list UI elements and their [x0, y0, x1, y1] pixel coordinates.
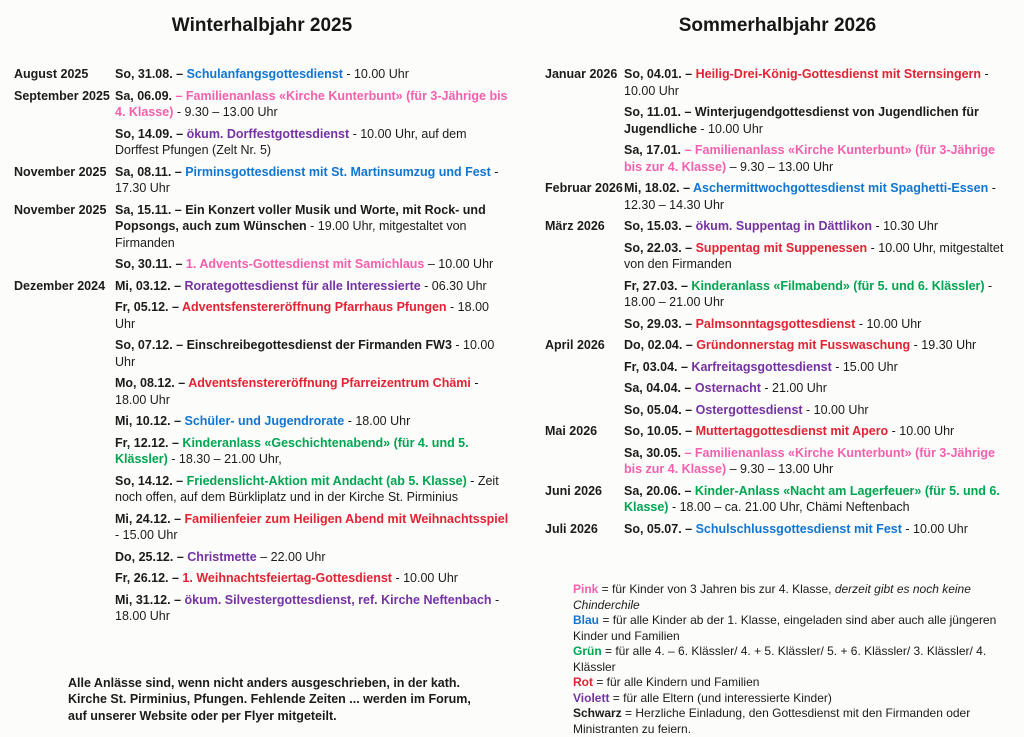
event-text — [624, 359, 1010, 376]
schedule-row — [14, 202, 510, 252]
winter-schedule — [14, 66, 510, 625]
event-details: - 10.00 Uhr — [696, 121, 763, 136]
winter-column — [14, 14, 510, 724]
event-details: - 10.00 Uhr — [624, 67, 989, 98]
event-date: So, 05.07. — [624, 521, 686, 536]
event-text — [115, 256, 510, 273]
event-date: So, 05.04. — [624, 402, 686, 417]
schedule-row — [14, 511, 510, 544]
event-details: - 18.00 Uhr — [344, 414, 411, 428]
event-separator: – — [685, 338, 697, 352]
event-name: Schulschlussgottesdienst mit Fest — [695, 521, 902, 536]
event-separator: – — [171, 435, 183, 450]
sommer-title: Sommerhalbjahr 2026 — [678, 15, 877, 36]
month-label: Dezember 2024 — [14, 278, 106, 293]
schedule-row — [14, 375, 510, 408]
event-separator: – — [174, 592, 185, 607]
event-date: So, 04.01. — [624, 67, 686, 81]
event-date: Sa, 08.11. — [115, 164, 175, 179]
event-date: So, 07.12. — [115, 338, 177, 352]
event-text — [624, 402, 1010, 419]
schedule-row — [545, 359, 1010, 376]
schedule-row — [545, 142, 1010, 175]
event-text — [115, 337, 510, 370]
event-date: Sa, 30.05. — [624, 445, 685, 460]
event-name: Osternacht — [694, 381, 761, 395]
event-date: So, 15.03. — [624, 219, 686, 233]
event-date: Mi, 18.02. — [624, 181, 684, 195]
event-name: Christmette — [187, 549, 257, 564]
event-separator: – — [680, 359, 692, 374]
month-label: Juli 2026 — [545, 521, 598, 536]
legend-color-label: Blau — [573, 613, 600, 627]
event-name: Karfreitagsgottesdienst — [691, 359, 832, 374]
schedule-row — [545, 445, 1010, 478]
month-label: September 2025 — [14, 88, 110, 103]
sommer-schedule — [545, 66, 1010, 537]
event-text — [624, 142, 1010, 175]
event-date: So, 14.09. — [115, 126, 177, 141]
event-details: – 22.00 Uhr — [256, 549, 326, 564]
event-separator: – — [683, 181, 694, 195]
schedule-row — [545, 66, 1010, 99]
color-legend — [573, 582, 1010, 737]
legend-color-label: Grün — [573, 644, 602, 658]
event-text — [115, 164, 510, 197]
event-separator: – — [684, 483, 695, 498]
event-date: Do, 02.04. — [624, 338, 686, 352]
schedule-row — [545, 423, 1010, 440]
event-date: Fr, 12.12. — [115, 435, 172, 450]
event-details: - 21.00 Uhr — [760, 381, 827, 395]
winter-title: Winterhalbjahr 2025 — [171, 15, 353, 36]
event-text — [115, 126, 510, 159]
schedule-row — [14, 164, 510, 197]
event-date: So, 11.01. — [624, 105, 685, 119]
event-name: Suppentag mit Suppenessen — [695, 240, 868, 255]
event-text — [115, 202, 510, 252]
event-details: - 18.00 Uhr — [115, 300, 489, 331]
event-name: Gründonnerstag mit Fusswaschung — [696, 338, 911, 352]
event-date: Mo, 08.12. — [115, 376, 179, 390]
schedule-row — [14, 570, 510, 587]
event-details: - 15.00 Uhr — [115, 528, 178, 542]
event-details: - 10.00 Uhr, mitgestaltet von den Firmanden — [624, 240, 1004, 271]
event-text — [115, 413, 510, 430]
event-separator: – — [174, 164, 186, 179]
event-details: - 12.30 – 14.30 Uhr — [624, 181, 996, 212]
legend-text: = für alle Eltern (und interessierte Kinder) — [609, 690, 832, 705]
legend-text: = Herzliche Einladung, den Gottesdienst mit den Firmanden oder Ministranten zu feiern. — [573, 706, 971, 736]
schedule-row — [545, 218, 1010, 235]
event-separator: – — [684, 143, 695, 157]
event-text — [624, 104, 1010, 137]
schedule-row — [14, 299, 510, 332]
event-date: So, 31.08. — [115, 67, 177, 81]
event-details: - 10.00 Uhr — [901, 521, 968, 536]
event-name: Muttertaggottesdienst mit Apero — [695, 424, 889, 438]
event-date: Fr, 03.04. — [624, 359, 681, 374]
legend-color-label: Rot — [573, 675, 593, 689]
event-name: Winterjugendgottesdienst von Jugendlichen für Jugendliche — [624, 105, 979, 136]
event-name: ökum. Suppentag in Dättlikon — [695, 219, 872, 233]
event-date: Fr, 26.12. — [115, 571, 172, 585]
schedule-row — [14, 256, 510, 273]
month-label: November 2025 — [14, 202, 107, 217]
event-details: - 18.00 – ca. 21.00 Uhr, Chämi Neftenbach — [668, 500, 910, 514]
event-text — [624, 445, 1010, 478]
event-date: Fr, 05.12. — [115, 300, 172, 314]
event-separator: – — [685, 424, 696, 438]
legend-italic-text: derzeit gibt es noch keine Chinderchile — [573, 582, 971, 612]
event-text — [115, 592, 510, 625]
month-label: Februar 2026 — [545, 181, 623, 195]
schedule-row — [14, 126, 510, 159]
schedule-row — [14, 88, 510, 121]
legend-item — [573, 582, 1010, 613]
event-name: ökum. Dorffestgottesdienst — [186, 126, 350, 141]
schedule-row — [545, 278, 1010, 311]
schedule-row — [14, 473, 510, 506]
event-separator: – — [685, 402, 696, 417]
event-name: Schüler- und Jugendrorate — [184, 414, 345, 428]
event-details: – 10.00 Uhr — [424, 257, 494, 271]
event-text — [624, 180, 1010, 213]
event-name: Adventsfenstereröffnung Pfarreizentrum Chämi — [188, 376, 471, 390]
schedule-row — [545, 483, 1010, 516]
schedule-row — [545, 521, 1010, 538]
month-label: Juni 2026 — [545, 483, 602, 498]
event-details: - 10.00 Uhr — [802, 402, 869, 417]
legend-color-label: Schwarz — [573, 706, 622, 720]
event-text — [624, 483, 1010, 516]
event-details: - 9.30 – 13.00 Uhr — [173, 105, 278, 119]
event-text — [624, 278, 1010, 311]
schedule-row — [545, 104, 1010, 137]
event-name: ökum. Silvestergottesdienst, ref. Kirche Neftenbach — [184, 592, 492, 607]
event-details: - 15.00 Uhr — [831, 359, 898, 374]
event-date: Sa, 17.01. — [624, 143, 685, 157]
event-name: Aschermittwochgottesdienst mit Spaghetti-Essen — [693, 181, 989, 195]
legend-item — [573, 613, 1010, 644]
event-details: - 10.30 Uhr — [872, 219, 939, 233]
event-details: - 18.30 – 21.00 Uhr, — [167, 452, 282, 466]
event-text — [115, 435, 510, 468]
event-date: So, 10.05. — [624, 424, 686, 438]
footer-note: Alle Anlässe sind, wenn nicht anders ausgeschrieben, in der kath. Kirche St. Pirminius, Pfungen. Fehlende Zeiten ... werden im Forum, auf unserer Website oder per Flyer mitgeteilt. — [68, 675, 471, 723]
event-name: Einschreibegottesdienst der Firmanden FW3 — [186, 338, 452, 352]
event-details: - 10.00 Uhr — [342, 67, 409, 81]
event-text — [115, 375, 510, 408]
event-date: Sa, 15.11. — [115, 202, 175, 217]
legend-item — [573, 691, 1010, 707]
event-separator: – — [685, 240, 696, 255]
event-name: Rorategottesdienst für alle Interessierte — [184, 278, 421, 293]
event-name: 1. Advents-Gottesdienst mit Samichlaus — [185, 257, 425, 271]
event-name: Ostergottesdienst — [695, 402, 803, 417]
event-separator: – — [178, 376, 189, 390]
event-details: - 10.00 Uhr, auf dem Dorffest Pfungen (Zelt Nr. 5) — [115, 126, 467, 157]
event-separator: – — [174, 414, 185, 428]
event-name: Familienanlass «Kirche Kunterbunt» (für 3-Jährige bis zur 4. Klasse) — [624, 143, 995, 174]
schedule-row — [14, 413, 510, 430]
event-name: Familienanlass «Kirche Kunterbunt» (für 3-Jährige bis zur 4. Klasse) — [624, 445, 995, 476]
schedule-row — [545, 240, 1010, 273]
event-separator: – — [685, 521, 696, 536]
legend-text: = für alle Kinder ab der 1. Klasse, eingeladen sind aber auch alle jüngeren Kinder und Familien — [573, 613, 997, 643]
event-date: So, 30.11. — [115, 257, 176, 271]
event-text — [624, 240, 1010, 273]
event-separator: – — [171, 571, 183, 585]
schedule-row — [14, 337, 510, 370]
event-details: - 18.00 – 21.00 Uhr — [624, 278, 993, 309]
legend-item — [573, 706, 1010, 737]
sommer-column — [545, 14, 1010, 737]
event-name: Palmsonntagsgottesdienst — [695, 316, 856, 331]
event-name: Kinderanlass «Filmabend» (für 5. und 6. Klässler) — [691, 278, 985, 293]
month-label: Januar 2026 — [545, 67, 618, 81]
month-label: April 2026 — [545, 338, 605, 352]
event-text — [624, 316, 1010, 333]
event-details: – 9.30 – 13.00 Uhr — [726, 159, 834, 174]
event-name: Adventsfenstereröffnung Pfarrhaus Pfungen — [181, 300, 447, 314]
event-separator: – — [175, 88, 186, 103]
month-label: Mai 2026 — [545, 424, 598, 438]
event-date: Mi, 03.12. — [115, 278, 175, 293]
event-separator: – — [685, 67, 696, 81]
event-date: Sa, 20.06. — [624, 483, 685, 498]
schedule-row — [545, 402, 1010, 419]
event-date: Mi, 31.12. — [115, 592, 175, 607]
event-separator: – — [176, 549, 188, 564]
event-date: Sa, 04.04. — [624, 381, 685, 395]
event-details: - 10.00 Uhr — [855, 316, 922, 331]
legend-color-label: Violett — [573, 690, 610, 705]
event-separator: – — [176, 67, 187, 81]
event-details: - 19.30 Uhr — [910, 338, 977, 352]
event-details: - 18.00 Uhr — [115, 592, 500, 623]
event-text — [115, 511, 510, 544]
event-name: Friedenslicht-Aktion mit Andacht (ab 5. Klasse) — [186, 473, 467, 488]
event-details: - 10.00 Uhr — [115, 338, 495, 369]
event-text — [115, 278, 510, 295]
event-name: Pirminsgottesdienst mit St. Martinsumzug und Fest — [185, 164, 491, 179]
event-details: - 19.00 Uhr, mitgestaltet von Firmanden — [115, 219, 467, 250]
event-separator: – — [174, 511, 185, 526]
event-date: So, 29.03. — [624, 316, 686, 331]
event-name: Familienanlass «Kirche Kunterbunt» (für 3-Jährige bis 4. Klasse) — [115, 88, 508, 119]
event-name: Heilig-Drei-König-Gottesdienst mit Sternsingern — [695, 67, 982, 81]
schedule-row — [545, 337, 1010, 354]
schedule-row — [14, 435, 510, 468]
event-details: - 17.30 Uhr — [115, 164, 499, 195]
schedule-row — [545, 180, 1010, 213]
event-name: Kinderanlass «Geschichtenabend» (für 4. und 5. Klässler) — [115, 435, 469, 466]
event-name: Ein Konzert voller Musik und Worte, mit Rock- und Popsongs, auch zum Wünschen — [115, 202, 486, 233]
event-text — [115, 299, 510, 332]
event-details: - Zeit noch offen, auf dem Bürkliplatz und in der Kirche St. Pirminius — [115, 473, 499, 504]
event-text — [624, 337, 1010, 354]
event-date: Mi, 24.12. — [115, 511, 175, 526]
event-text — [115, 549, 510, 566]
schedule-row — [545, 316, 1010, 333]
event-date: So, 14.12. — [115, 473, 177, 488]
event-text — [624, 66, 1010, 99]
legend-item — [573, 675, 1010, 691]
schedule-row — [14, 549, 510, 566]
event-date: Mi, 10.12. — [115, 414, 175, 428]
event-name: Schulanfangsgottesdienst — [186, 67, 343, 81]
event-separator: – — [684, 381, 695, 395]
event-separator: – — [176, 473, 187, 488]
event-details: – 9.30 – 13.00 Uhr — [726, 462, 834, 476]
schedule-row — [14, 66, 510, 83]
legend-item — [573, 644, 1010, 675]
event-text — [624, 380, 1010, 397]
event-separator: – — [685, 316, 696, 331]
event-date: Do, 25.12. — [115, 549, 177, 564]
event-details: - 10.00 Uhr — [391, 571, 458, 585]
event-separator: – — [176, 338, 187, 352]
legend-text: = für alle Kindern und Familien — [593, 675, 760, 689]
event-text — [115, 473, 510, 506]
event-name: Kinder-Anlass «Nacht am Lagerfeuer» (für 5. und 6. Klasse) — [624, 483, 1000, 514]
event-name: Familienfeier zum Heiligen Abend mit Weihnachtsspiel — [184, 511, 509, 526]
event-text — [624, 423, 1010, 440]
event-text — [115, 66, 510, 83]
event-separator: – — [174, 278, 185, 293]
event-separator: – — [176, 126, 187, 141]
event-details: - 10.00 Uhr — [888, 424, 955, 438]
legend-text: = für Kinder von 3 Jahren bis zur 4. Klasse, — [598, 582, 835, 596]
event-date: Sa, 06.09. — [115, 88, 176, 103]
schedule-row — [14, 592, 510, 625]
event-details: - 06.30 Uhr — [420, 278, 487, 293]
event-text — [115, 570, 510, 587]
schedule-row — [545, 380, 1010, 397]
month-label: März 2026 — [545, 219, 605, 233]
event-separator: – — [175, 257, 186, 271]
legend-color-label: Pink — [573, 582, 599, 596]
event-separator: – — [680, 278, 692, 293]
event-text — [115, 88, 510, 121]
month-label: August 2025 — [14, 67, 89, 81]
schedule-row — [14, 278, 510, 295]
event-separator: – — [684, 105, 695, 119]
event-date: Fr, 27.03. — [624, 278, 681, 293]
event-name: 1. Weihnachtsfeiertag-Gottesdienst — [182, 571, 392, 585]
event-text — [624, 521, 1010, 538]
event-text — [624, 218, 1010, 235]
event-separator: – — [685, 219, 696, 233]
event-details: - 18.00 Uhr — [115, 376, 479, 407]
legend-text: = für alle 4. – 6. Klässler/ 4. + 5. Klässler/ 5. + 6. Klässler/ 3. Klässler/ 4. Klässler — [573, 644, 987, 674]
event-date: So, 22.03. — [624, 240, 686, 255]
event-separator: – — [174, 202, 186, 217]
event-separator: – — [171, 300, 182, 314]
event-separator: – — [684, 445, 695, 460]
month-label: November 2025 — [14, 164, 107, 179]
